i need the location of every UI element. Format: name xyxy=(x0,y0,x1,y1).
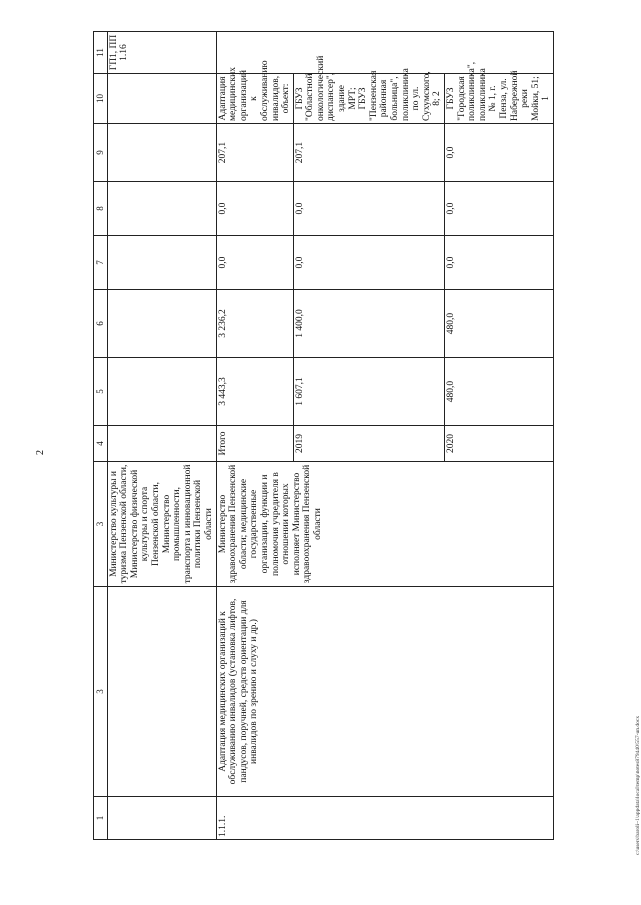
header-cell: 11 xyxy=(94,32,108,74)
table-cell xyxy=(107,797,216,840)
header-cell: 8 xyxy=(94,182,108,236)
table-row xyxy=(216,32,293,840)
table-row xyxy=(107,32,216,840)
amount-cell: 0,0 xyxy=(445,124,554,182)
executor-cell: Министерство здравоохранения Пензенской области; медицинские государственные организации, функции и полномочия учредителя в отношении которых исполняет Министерство здравоохранения Пензенской области xyxy=(216,462,553,587)
amount-cell: 480,0 xyxy=(445,290,554,358)
amount-cell: 3 236,2 xyxy=(216,290,293,358)
indicator-cell: ГП1, ПП 1.16 xyxy=(107,32,216,74)
file-path-footer: c:\users\baroli~1\appdata\local\temp\notes879440\557-un.docx xyxy=(635,715,641,855)
amount-cell: 0,0 xyxy=(445,182,554,236)
table-cell xyxy=(107,74,216,124)
header-cell: 5 xyxy=(94,358,108,426)
table-cell xyxy=(107,182,216,236)
item-number: 1.1.1. xyxy=(216,797,553,840)
table-cell xyxy=(107,426,216,462)
executor-cell: Министерство культуры и туризма Пензенской области, Министерство физической культуры и спорта Пензенской области, Министерство промышленности, транспорта и инновационной политики Пензенской области xyxy=(107,462,216,587)
table-cell xyxy=(107,587,216,797)
result-cell: ГБУЗ "Областной онкологический диспансер", здание МРТ; ГБУЗ "Пензенская районная больница", поликлиника по ул. Сухумского, 8; 2 xyxy=(293,74,444,124)
amount-cell: 3 443,3 xyxy=(216,358,293,426)
amount-cell: 0,0 xyxy=(216,182,293,236)
header-cell: 3 xyxy=(94,587,108,797)
amount-cell: 0,0 xyxy=(216,236,293,290)
year-cell: 2019 xyxy=(293,426,444,462)
task-cell: Адаптация медицинских организаций к обслуживанию инвалидов (установка лифтов, пандусов, поручней, средств ориентации для инвалидов по зрению и слуху и др.) xyxy=(216,587,553,797)
program-table xyxy=(93,31,554,840)
amount-cell: 1 607,1 xyxy=(293,358,444,426)
table-cell xyxy=(107,236,216,290)
rotated-table-frame xyxy=(93,32,552,840)
amount-cell: 207,1 xyxy=(293,124,444,182)
amount-cell: 0,0 xyxy=(293,236,444,290)
header-cell: 3 xyxy=(94,462,108,587)
table-cell xyxy=(107,124,216,182)
table-cell xyxy=(107,290,216,358)
header-cell: 10 xyxy=(94,74,108,124)
year-cell: 2020 xyxy=(445,426,554,462)
page-number: 2 xyxy=(35,450,46,455)
amount-cell: 0,0 xyxy=(445,236,554,290)
header-row xyxy=(94,32,108,840)
table-cell xyxy=(107,358,216,426)
amount-cell: 480,0 xyxy=(445,358,554,426)
result-cell: ГБУЗ "Городская поликлиника", поликлиника № 1, г. Пенза, ул. Набережной реки Мойки, 51; 1 xyxy=(445,74,554,124)
header-cell: 9 xyxy=(94,124,108,182)
header-cell: 6 xyxy=(94,290,108,358)
amount-cell: 0,0 xyxy=(293,182,444,236)
amount-cell: 207,1 xyxy=(216,124,293,182)
year-cell: Итого xyxy=(216,426,293,462)
header-cell: 1 xyxy=(94,797,108,840)
header-cell: 7 xyxy=(94,236,108,290)
amount-cell: 1 400,0 xyxy=(293,290,444,358)
header-cell: 4 xyxy=(94,426,108,462)
result-cell: Адаптация медицинских организаций к обслуживанию инвалидов, объект: xyxy=(216,74,293,124)
table-container xyxy=(93,32,552,840)
